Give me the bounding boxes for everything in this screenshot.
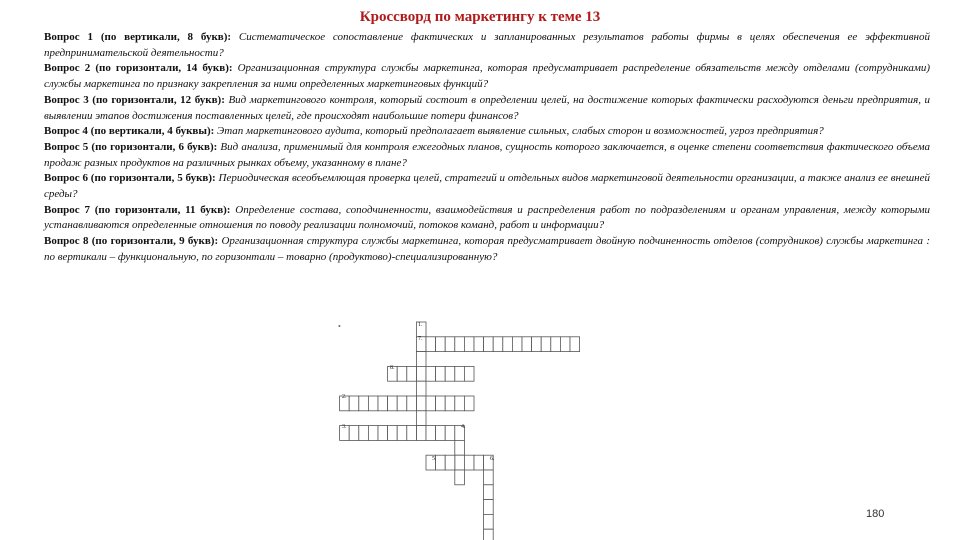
crossword-cell <box>426 396 436 411</box>
crossword-cell <box>407 396 417 411</box>
crossword-cell <box>349 396 359 411</box>
crossword-cell <box>474 455 484 470</box>
cell-number: 4. <box>461 424 466 430</box>
crossword-cell <box>455 455 465 470</box>
question-text: Организационная структура службы маркетинга, которая предусматривает распределение обязательств между отделами (сотрудниками) службы маркетинга по признаку закрепления за ними определенных маркетинговых функций? <box>44 62 930 91</box>
crossword-cell <box>464 366 474 381</box>
question-label: Вопрос 3 (по горизонтали, 12 букв): <box>44 93 225 106</box>
crossword-cell <box>522 337 532 352</box>
crossword-cell <box>397 396 407 411</box>
question-label: Вопрос 2 (по горизонтали, 14 букв): <box>44 62 233 75</box>
question-text: Периодическая всеобъемлющая проверка целей, стратегий и отдельных видов маркетинговой деятельности организации, а также анализ ее внешней среды? <box>44 172 930 201</box>
crossword-cell <box>464 337 474 352</box>
crossword-cell <box>455 396 465 411</box>
cell-number: 3. <box>342 424 347 430</box>
crossword-cells <box>340 322 580 540</box>
question-text: Вид анализа, применимый для контроля ежегодных планов, сущность которого заключается, в оценке степени соответствия фактического объема продаж разных продуктов на различных рынках объему, указанному в плане? <box>44 140 930 169</box>
crossword-cell <box>455 366 465 381</box>
question-label: Вопрос 7 (по горизонтали, 11 букв): <box>44 203 231 216</box>
crossword-cell <box>493 337 503 352</box>
cell-number: 1. <box>418 322 423 328</box>
crossword-cell <box>407 366 417 381</box>
crossword-cell <box>416 366 426 381</box>
question-text: Организационная структура службы маркетинга, которая предусматривает двойную подчиненность отделов (сотрудников) службы маркетинга : по вертикали – функциональную, по горизонтали – товарно (продуктово)-специализированную? <box>44 235 930 263</box>
crossword-cell <box>541 337 551 352</box>
crossword-cell <box>426 337 436 352</box>
question-label: Вопрос 5 (по горизонтали, 6 букв): <box>44 140 218 153</box>
crossword-cell <box>445 426 455 441</box>
crossword-cell <box>570 337 580 352</box>
bullet-marker: • <box>338 322 341 331</box>
crossword-cell <box>445 396 455 411</box>
crossword-cell <box>368 396 378 411</box>
crossword-cell <box>378 426 388 441</box>
crossword-cell <box>436 426 446 441</box>
crossword-cell <box>455 440 465 455</box>
crossword-cell <box>551 337 561 352</box>
crossword-cell <box>503 337 513 352</box>
crossword-cell <box>484 337 494 352</box>
crossword-cell <box>359 396 369 411</box>
crossword-cell <box>388 396 398 411</box>
crossword-cell <box>464 396 474 411</box>
crossword-cell <box>426 426 436 441</box>
crossword-cell <box>464 455 474 470</box>
crossword-cell <box>416 396 426 411</box>
question-label: Вопрос 1 (по вертикали, 8 букв): <box>44 31 232 43</box>
crossword-cell <box>445 366 455 381</box>
page-number: 180 <box>866 508 885 520</box>
crossword-cell <box>416 426 426 441</box>
crossword-cell <box>397 366 407 381</box>
crossword-cell <box>455 337 465 352</box>
crossword-cell <box>455 470 465 485</box>
crossword-cell <box>397 426 407 441</box>
crossword-cell <box>474 337 484 352</box>
crossword-cell <box>436 366 446 381</box>
page-title: Кроссворд по маркетингу к теме 13 <box>359 9 601 25</box>
crossword-cell <box>407 426 417 441</box>
crossword-cell <box>484 529 494 540</box>
crossword-cell <box>378 396 388 411</box>
crossword-cell <box>416 352 426 367</box>
cell-number: 5. <box>432 456 437 462</box>
crossword-cell <box>388 426 398 441</box>
crossword-cell <box>445 455 455 470</box>
crossword-cell <box>416 411 426 426</box>
cell-number: 2. <box>342 394 347 400</box>
crossword-cell <box>484 500 494 515</box>
crossword-cell <box>484 514 494 529</box>
crossword-cell <box>416 381 426 396</box>
crossword-cell <box>368 426 378 441</box>
question-text: Систематическое сопоставление фактических и запланированных результатов работы фирмы в целях обеспечения ее эффективной предпринимательской деятельности? <box>44 31 930 59</box>
crossword-cell <box>359 426 369 441</box>
crossword-cell <box>436 396 446 411</box>
crossword-cell <box>436 337 446 352</box>
crossword-cell <box>560 337 570 352</box>
cell-number: 6. <box>490 456 495 462</box>
crossword-cell <box>436 455 446 470</box>
cell-number: 8. <box>390 365 395 371</box>
crossword-cell <box>349 426 359 441</box>
question-text: Определение состава, соподчиненности, взаимодействия и распределения работ по подразделениям и органам управления, между которыми устанавливаются определенные отношения по поводу реализации полномочий, потоков команд, работ и информации? <box>44 203 931 232</box>
crossword-cell <box>484 470 494 485</box>
question-label: Вопрос 4 (по вертикали, 4 буквы): <box>44 125 215 138</box>
crossword-cell <box>484 485 494 500</box>
question-text: Вид маркетингового контроля, который состоит в определении целей, на достижение которых фактически расходуются деньги предприятия, и выявлении этапов достижения поставленных целей, где происходят наибольшие потери финансов? <box>44 93 930 122</box>
crossword-cell <box>426 366 436 381</box>
cell-number: 7. <box>418 336 423 342</box>
crossword-cell <box>512 337 522 352</box>
question-label: Вопрос 8 (по горизонтали, 9 букв): <box>44 235 219 248</box>
question-label: Вопрос 6 (по горизонтали, 5 букв): <box>44 172 216 185</box>
question-text: Этап маркетингового аудита, который предполагает выявление сильных, слабых сторон и возможностей, угроз предприятия? <box>217 125 824 138</box>
crossword-cell <box>532 337 542 352</box>
crossword-cell <box>445 337 455 352</box>
